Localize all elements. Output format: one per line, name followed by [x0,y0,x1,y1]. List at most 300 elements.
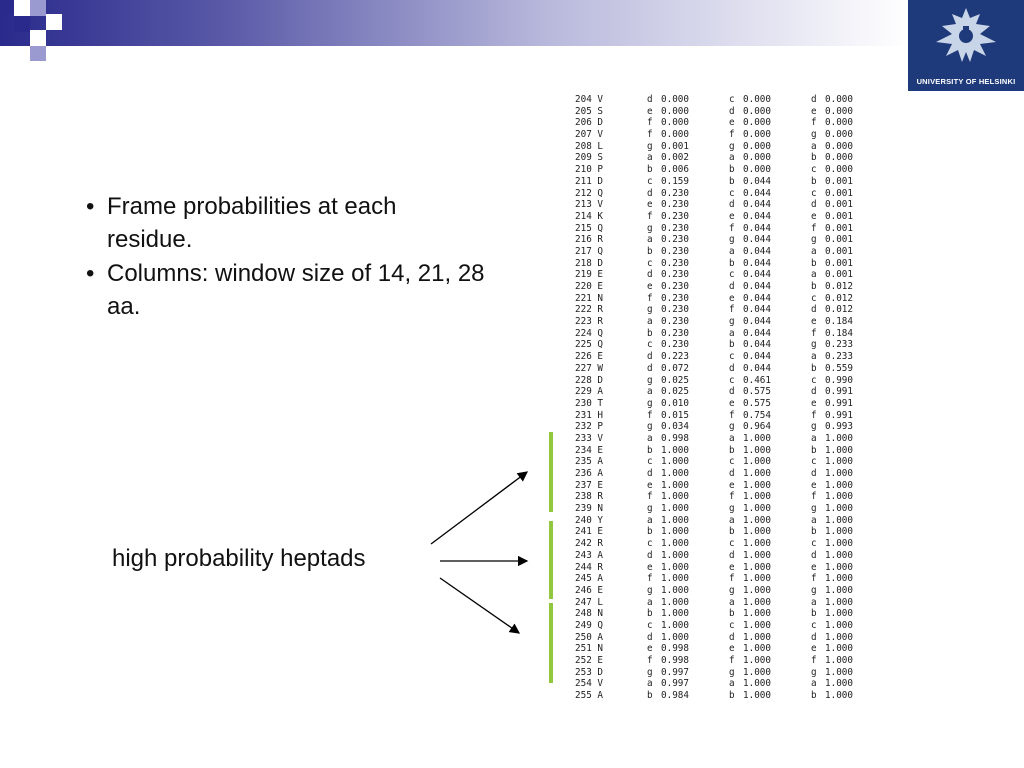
residue-cell: 236 A [575,468,603,479]
prob-21-cell: 0.000 [743,105,771,117]
logo-text: UNIVERSITY OF HELSINKI [916,77,1016,86]
residue-cell: 245 A [575,573,603,585]
table-row [575,585,865,597]
prob-14-cell: 0.000 [661,117,689,129]
prob-28-cell: 1.000 [825,456,853,468]
arrow-down [440,578,519,633]
prob-28-cell: 1.000 [825,561,853,573]
residue-cell: 226 E [575,351,603,363]
residue-cell: 248 N [575,608,603,620]
prob-21-cell: 0.044 [743,199,771,211]
table-row [575,234,865,246]
table-row [575,281,865,293]
prob-21-cell: 0.575 [743,397,771,409]
residue-cell: 219 E [575,269,603,281]
table-row [575,421,865,433]
prob-14-cell: 1.000 [661,526,689,538]
prob-14-cell: 0.230 [661,199,689,211]
prob-28-cell: 0.012 [825,281,853,292]
frame-14-cell: a [647,514,653,526]
prob-28-cell: 0.184 [825,327,853,339]
residue-cell: 218 D [575,257,603,269]
frame-28-cell: e [811,479,817,491]
prob-28-cell: 1.000 [825,503,853,515]
heptad-bar [549,603,553,683]
frame-21-cell: f [729,304,735,316]
table-row [575,351,865,363]
probability-table [575,94,865,702]
prob-21-cell: 1.000 [743,432,771,444]
prob-21-cell: 0.044 [743,257,771,269]
frame-28-cell: b [811,281,817,292]
prob-14-cell: 1.000 [661,573,689,585]
frame-28-cell: f [811,222,817,234]
prob-14-cell: 1.000 [661,584,689,596]
residue-cell: 252 E [575,655,603,666]
residue-cell: 211 D [575,175,603,187]
frame-21-cell: b [729,608,735,620]
frame-28-cell: d [811,94,817,105]
frame-21-cell: f [729,491,735,503]
frame-28-cell: g [811,129,817,141]
frame-21-cell: c [729,456,735,468]
prob-14-cell: 1.000 [661,549,689,561]
prob-28-cell: 0.993 [825,421,853,433]
prob-14-cell: 0.230 [661,187,689,199]
frame-21-cell: c [729,187,735,199]
frame-28-cell: d [811,199,817,211]
prob-28-cell: 1.000 [825,538,853,550]
prob-14-cell: 0.034 [661,421,689,433]
prob-28-cell: 0.000 [825,117,853,129]
residue-cell: 215 Q [575,222,603,234]
prob-21-cell: 0.044 [743,234,771,246]
frame-28-cell: c [811,164,817,176]
table-row [575,223,865,235]
table-row [575,375,865,387]
prob-14-cell: 0.230 [661,327,689,339]
frame-28-cell: b [811,526,817,538]
frame-14-cell: g [647,503,653,515]
prob-21-cell: 1.000 [743,666,771,678]
prob-21-cell: 1.000 [743,491,771,503]
prob-28-cell: 1.000 [825,514,853,526]
frame-14-cell: d [647,269,653,281]
frame-21-cell: d [729,199,735,211]
frame-28-cell: f [811,409,817,421]
table-row [575,141,865,153]
residue-cell: 240 Y [575,514,603,526]
table-row [575,386,865,398]
prob-21-cell: 1.000 [743,479,771,491]
frame-14-cell: d [647,468,653,479]
prob-28-cell: 1.000 [825,491,853,503]
frame-14-cell: b [647,608,653,620]
prob-21-cell: 1.000 [743,444,771,456]
frame-14-cell: f [647,292,653,304]
residue-cell: 225 Q [575,339,603,351]
frame-21-cell: a [729,327,735,339]
prob-14-cell: 0.230 [661,292,689,304]
prob-14-cell: 0.010 [661,397,689,409]
prob-28-cell: 1.000 [825,573,853,585]
table-row [575,211,865,223]
table-row [575,655,865,667]
frame-28-cell: b [811,362,817,374]
prob-14-cell: 0.998 [661,643,689,655]
prob-28-cell: 1.000 [825,584,853,596]
frame-21-cell: f [729,222,735,234]
frame-14-cell: c [647,175,653,187]
frame-28-cell: d [811,468,817,479]
frame-21-cell: a [729,152,735,164]
frame-21-cell: c [729,351,735,363]
frame-21-cell: g [729,584,735,596]
frame-21-cell: c [729,94,735,105]
table-row [575,573,865,585]
frame-21-cell: b [729,690,735,702]
table-row [575,515,865,527]
frame-14-cell: b [647,164,653,176]
prob-14-cell: 1.000 [661,561,689,573]
prob-28-cell: 0.001 [825,210,853,222]
residue-cell: 221 N [575,292,603,304]
table-row [575,433,865,445]
prob-14-cell: 0.984 [661,690,689,702]
prob-21-cell: 0.000 [743,140,771,152]
frame-21-cell: g [729,421,735,433]
prob-21-cell: 1.000 [743,655,771,666]
prob-21-cell: 1.000 [743,608,771,620]
residue-cell: 231 H [575,409,603,421]
frame-14-cell: e [647,479,653,491]
frame-14-cell: g [647,304,653,316]
residue-cell: 251 N [575,643,603,655]
prob-28-cell: 0.001 [825,257,853,269]
table-row [575,246,865,258]
residue-cell: 223 R [575,316,603,328]
prob-14-cell: 0.002 [661,152,689,164]
prob-14-cell: 1.000 [661,538,689,550]
frame-21-cell: g [729,140,735,152]
prob-14-cell: 0.230 [661,245,689,257]
frame-28-cell: c [811,456,817,468]
frame-14-cell: f [647,491,653,503]
frame-14-cell: f [647,117,653,129]
frame-21-cell: g [729,666,735,678]
frame-28-cell: a [811,432,817,444]
frame-14-cell: f [647,655,653,666]
prob-28-cell: 0.001 [825,175,853,187]
frame-21-cell: f [729,129,735,141]
prob-28-cell: 0.001 [825,187,853,199]
prob-14-cell: 1.000 [661,468,689,479]
frame-28-cell: c [811,619,817,631]
prob-28-cell: 0.991 [825,386,853,398]
prob-28-cell: 1.000 [825,526,853,538]
prob-21-cell: 1.000 [743,596,771,608]
prob-28-cell: 0.000 [825,140,853,152]
prob-21-cell: 1.000 [743,584,771,596]
frame-28-cell: c [811,187,817,199]
frame-14-cell: g [647,666,653,678]
frame-28-cell: e [811,210,817,222]
table-row [575,538,865,550]
prob-14-cell: 0.000 [661,129,689,141]
frame-14-cell: g [647,421,653,433]
frame-14-cell: a [647,152,653,164]
table-row [575,152,865,164]
frame-21-cell: e [729,117,735,129]
prob-14-cell: 0.230 [661,304,689,316]
table-row [575,690,865,702]
frame-28-cell: b [811,444,817,456]
residue-cell: 232 P [575,421,603,433]
frame-14-cell: e [647,643,653,655]
prob-14-cell: 1.000 [661,456,689,468]
prob-28-cell: 0.184 [825,316,853,328]
residue-cell: 244 R [575,561,603,573]
frame-14-cell: b [647,526,653,538]
table-row [575,550,865,562]
frame-14-cell: f [647,409,653,421]
prob-14-cell: 0.025 [661,386,689,398]
prob-14-cell: 0.025 [661,374,689,386]
prob-28-cell: 0.233 [825,351,853,363]
frame-28-cell: g [811,339,817,351]
prob-21-cell: 1.000 [743,561,771,573]
frame-14-cell: c [647,257,653,269]
table-row [575,316,865,328]
frame-14-cell: f [647,210,653,222]
prob-14-cell: 0.000 [661,105,689,117]
frame-28-cell: e [811,316,817,328]
bullet-item: • Columns: window size of 14, 21, 28 aa. [86,257,486,323]
prob-21-cell: 1.000 [743,643,771,655]
prob-21-cell: 1.000 [743,619,771,631]
frame-14-cell: b [647,245,653,257]
frame-28-cell: a [811,351,817,363]
prob-21-cell: 0.044 [743,362,771,374]
prob-14-cell: 0.230 [661,281,689,292]
frame-14-cell: g [647,397,653,409]
prob-28-cell: 1.000 [825,549,853,561]
prob-28-cell: 0.001 [825,222,853,234]
prob-21-cell: 1.000 [743,690,771,702]
heptad-caption: high probability heptads [112,545,366,572]
frame-21-cell: a [729,432,735,444]
prob-14-cell: 1.000 [661,596,689,608]
frame-28-cell: f [811,491,817,503]
prob-14-cell: 1.000 [661,514,689,526]
prob-28-cell: 0.000 [825,94,853,105]
prob-28-cell: 0.991 [825,397,853,409]
prob-21-cell: 1.000 [743,549,771,561]
prob-21-cell: 0.000 [743,164,771,176]
prob-21-cell: 0.044 [743,281,771,292]
heptad-bar [549,521,553,599]
prob-28-cell: 0.012 [825,292,853,304]
prob-21-cell: 0.000 [743,117,771,129]
prob-21-cell: 1.000 [743,514,771,526]
prob-21-cell: 0.000 [743,129,771,141]
frame-28-cell: a [811,514,817,526]
prob-28-cell: 1.000 [825,678,853,690]
residue-cell: 255 A [575,690,603,702]
prob-28-cell: 0.001 [825,234,853,246]
prob-14-cell: 1.000 [661,444,689,456]
frame-21-cell: f [729,409,735,421]
table-row [575,445,865,457]
prob-14-cell: 0.230 [661,234,689,246]
prob-28-cell: 0.990 [825,374,853,386]
frame-28-cell: c [811,374,817,386]
residue-cell: 249 Q [575,619,603,631]
residue-cell: 235 A [575,456,603,468]
frame-14-cell: a [647,678,653,690]
prob-28-cell: 1.000 [825,619,853,631]
prob-21-cell: 1.000 [743,631,771,643]
prob-14-cell: 0.230 [661,257,689,269]
table-row [575,199,865,211]
prob-14-cell: 1.000 [661,479,689,491]
residue-cell: 216 R [575,234,603,246]
prob-28-cell: 0.000 [825,105,853,117]
prob-28-cell: 1.000 [825,643,853,655]
table-row [575,269,865,281]
prob-14-cell: 0.223 [661,351,689,363]
prob-14-cell: 0.015 [661,409,689,421]
frame-21-cell: e [729,561,735,573]
table-row [575,117,865,129]
frame-28-cell: d [811,549,817,561]
frame-28-cell: f [811,117,817,129]
table-row [575,328,865,340]
table-row [575,164,865,176]
frame-14-cell: d [647,351,653,363]
prob-14-cell: 1.000 [661,491,689,503]
frame-14-cell: d [647,187,653,199]
residue-cell: 247 L [575,596,603,608]
prob-28-cell: 0.991 [825,409,853,421]
frame-28-cell: f [811,655,817,666]
frame-14-cell: g [647,374,653,386]
frame-28-cell: b [811,152,817,164]
frame-21-cell: d [729,105,735,117]
arrow-up [431,472,527,544]
table-row [575,620,865,632]
prob-21-cell: 0.044 [743,210,771,222]
frame-21-cell: f [729,573,735,585]
prob-21-cell: 0.754 [743,409,771,421]
frame-14-cell: e [647,199,653,211]
heptad-bar [549,432,553,512]
frame-14-cell: b [647,690,653,702]
prob-21-cell: 0.044 [743,187,771,199]
prob-14-cell: 0.230 [661,210,689,222]
table-row [575,526,865,538]
residue-cell: 237 E [575,479,603,491]
frame-28-cell: b [811,690,817,702]
frame-28-cell: d [811,304,817,316]
frame-21-cell: e [729,479,735,491]
frame-21-cell: f [729,655,735,666]
frame-14-cell: a [647,432,653,444]
frame-21-cell: b [729,339,735,351]
prob-14-cell: 0.998 [661,432,689,444]
prob-14-cell: 0.001 [661,140,689,152]
table-row [575,304,865,316]
residue-cell: 238 R [575,491,603,503]
frame-21-cell: a [729,245,735,257]
prob-14-cell: 1.000 [661,503,689,515]
frame-28-cell: b [811,257,817,269]
frame-21-cell: e [729,643,735,655]
frame-21-cell: g [729,316,735,328]
table-row [575,608,865,620]
frame-28-cell: e [811,105,817,117]
prob-28-cell: 0.012 [825,304,853,316]
residue-cell: 228 D [575,374,603,386]
prob-28-cell: 0.000 [825,164,853,176]
table-row [575,398,865,410]
table-row [575,339,865,351]
frame-14-cell: d [647,362,653,374]
prob-21-cell: 0.000 [743,94,771,105]
prob-14-cell: 1.000 [661,619,689,631]
prob-14-cell: 0.230 [661,339,689,351]
bullet-item: • Frame probabilities at each residue. [86,190,486,256]
table-row [575,410,865,422]
frame-14-cell: g [647,222,653,234]
table-row [575,503,865,515]
frame-28-cell: e [811,643,817,655]
frame-28-cell: a [811,596,817,608]
prob-21-cell: 0.044 [743,292,771,304]
residue-cell: 204 V [575,94,603,105]
frame-21-cell: d [729,281,735,292]
frame-21-cell: d [729,362,735,374]
table-row [575,129,865,141]
frame-28-cell: b [811,175,817,187]
prob-28-cell: 1.000 [825,432,853,444]
table-row [575,106,865,118]
residue-cell: 230 T [575,397,603,409]
prob-21-cell: 0.000 [743,152,771,164]
residue-cell: 227 W [575,362,603,374]
residue-cell: 210 P [575,164,603,176]
frame-28-cell: g [811,503,817,515]
prob-14-cell: 0.997 [661,666,689,678]
residue-cell: 241 E [575,526,603,538]
prob-21-cell: 0.044 [743,351,771,363]
frame-21-cell: a [729,514,735,526]
residue-cell: 208 L [575,140,603,152]
frame-14-cell: a [647,596,653,608]
prob-28-cell: 1.000 [825,608,853,620]
prob-28-cell: 0.001 [825,199,853,211]
frame-21-cell: b [729,164,735,176]
frame-14-cell: g [647,140,653,152]
table-row [575,468,865,480]
prob-21-cell: 0.044 [743,222,771,234]
frame-28-cell: e [811,561,817,573]
residue-cell: 229 A [575,386,603,398]
prob-14-cell: 0.006 [661,164,689,176]
prob-14-cell: 0.230 [661,222,689,234]
frame-21-cell: g [729,234,735,246]
table-row [575,643,865,655]
